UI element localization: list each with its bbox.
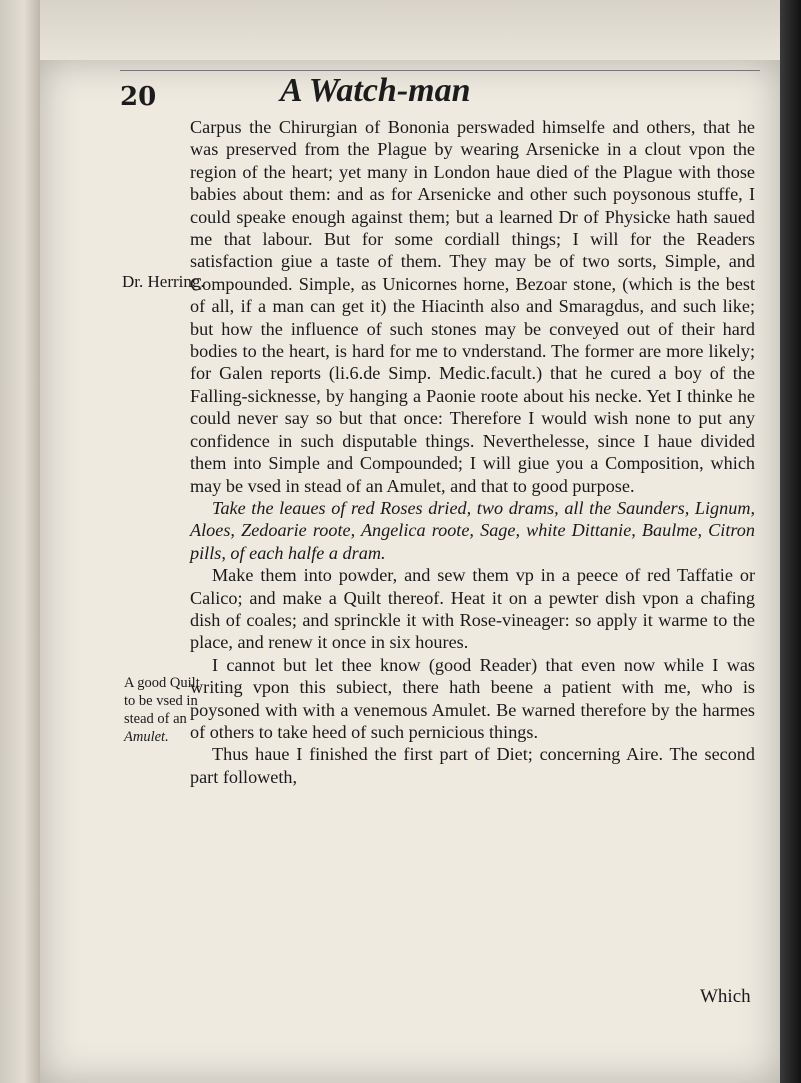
- margin-note-line: A good Quilt: [124, 675, 200, 691]
- scan-right-edge: [780, 0, 801, 1083]
- scan-left-edge: [0, 0, 40, 1083]
- running-head: A Watch-man: [280, 72, 471, 109]
- catchword: Which: [700, 986, 751, 1007]
- body-text: [190, 116, 755, 996]
- margin-note-line: stead of an: [124, 711, 187, 727]
- paragraph-carpus: Carpus the Chirurgian of Bononia perswaded himselfe and others, that he was preserved from the Plague by wearing Arsenicke in a clout vpon the region of the heart; yet many in London haue died of the Plague with those babies about them: and as for Arsenicke and other such poysonous stuffe, I could speake enough against them; but a learned Dr of Physicke hath saued me that labour. But for some cordiall things; I will for the Readers satisfaction giue a taste of them. They may be of two sorts, Simple, and Compounded. Simple, as Unicornes horne, Bezoar stone, (which is the best of all, if a man can get it) the Hiacinth also and Smaragdus, and such like; but how the influence of such stones may be conveyed out of their hard bodies to the heart, is hard for me to vnderstand. The former are more likely; for Galen reports (li.6.de Simp. Medic.facult.) that he cured a boy of the Falling-sicknesse, by hanging a Paonie roote about his necke. Yet I thinke he could never say so but that once: Therefore I would wish none to put any confidence in such disputable things. Neverthelesse, since I haue divided them into Simple and Compounded; I will giue you a Composition, which may be vsed in stead of an Amulet, and that to good purpose.: [190, 117, 755, 496]
- margin-note-line: to be vsed in: [124, 693, 198, 709]
- paragraph-warning: I cannot but let thee know (good Reader) that even now while I was writing vpon this subiect, there hath beene a patient with me, who is poysoned with with a venemous Amulet. Be warned therefore by the harmes of others to take heed of such pernicious things.: [190, 654, 755, 742]
- margin-note-line: Amulet.: [124, 729, 169, 745]
- page-number: 20: [120, 82, 157, 112]
- margin-note-quilt: [124, 674, 200, 746]
- scan-top-edge: [0, 0, 801, 60]
- paragraph-instructions: Make them into powder, and sew them vp in a peece of red Taffatie or Calico; and make a Quilt thereof. Heat it on a pewter dish vpon a chafing dish of coales; and sprinckle it with Rose-vineager: so apply it warme to the place, and renew it once in six houres.: [190, 565, 755, 653]
- paragraph-conclusion: Thus haue I finished the first part of Diet; concerning Aire. The second part followeth,: [190, 744, 755, 787]
- paragraph-recipe: Take the leaues of red Roses dried, two drams, all the Saunders, Lignum, Aloes, Zedoarie roote, Angelica roote, Sage, white Dittanie, Baulme, Citron pills, of each halfe a dram.: [190, 497, 755, 563]
- margin-note-herring: Dr. Herring.: [122, 272, 205, 291]
- header-rule: [120, 70, 760, 71]
